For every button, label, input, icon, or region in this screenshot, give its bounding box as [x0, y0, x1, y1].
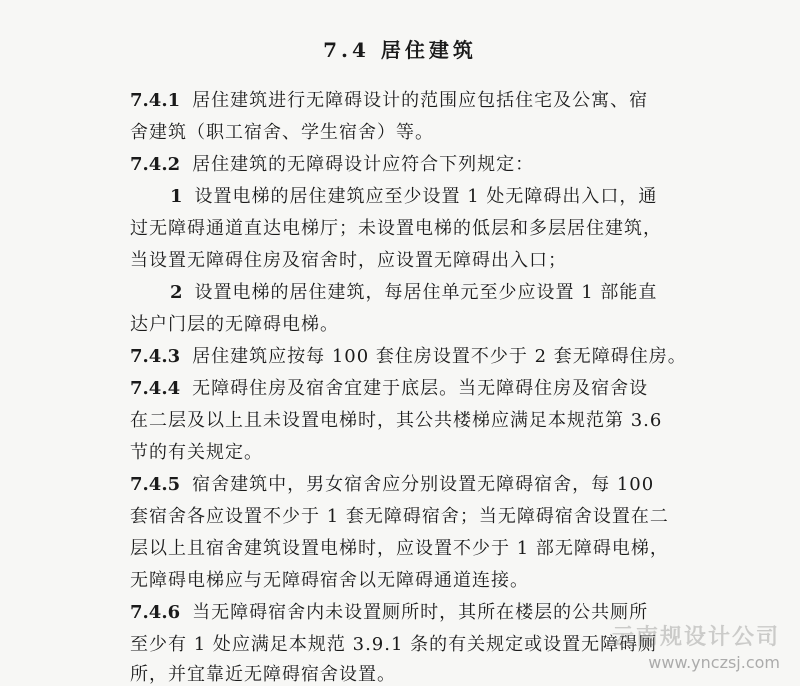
clause-number: 7.4.3 — [130, 346, 181, 367]
clause-7-4-5-line-1 — [130, 470, 654, 496]
item-2-line-1 — [170, 278, 657, 304]
clause-text: 无障碍住房及宿舍宜建于底层。当无障碍住房及宿舍设 — [192, 378, 649, 399]
clause-text: 所，并宜靠近无障碍宿舍设置。 — [130, 664, 396, 685]
clause-7-4-1-line-1 — [130, 86, 648, 112]
clause-number: 7.4.2 — [130, 154, 181, 175]
clause-text: 至少有 1 处应满足本规范 3.9.1 条的有关规定或设置无障碍厕 — [130, 634, 658, 655]
item-text: 设置电梯的居住建筑应至少设置 1 处无障碍出入口，通 — [194, 186, 658, 207]
clause-number: 7.4.6 — [130, 602, 181, 623]
clause-text: 居住建筑进行无障碍设计的范围应包括住宅及公寓、宿 — [192, 90, 649, 111]
section-title: 7.4 居住建筑 — [323, 38, 477, 62]
item-1-line-1 — [170, 182, 657, 208]
clause-text: 当无障碍宿舍内未设置厕所时，其所在楼层的公共厕所 — [192, 602, 649, 623]
item-text: 达户门层的无障碍电梯。 — [130, 314, 339, 335]
clause-text: 在二层及以上且未设置电梯时，其公共楼梯应满足本规范第 3.6 — [130, 410, 663, 431]
clause-text: 节的有关规定。 — [130, 442, 263, 463]
item-number: 2 — [170, 282, 183, 303]
clause-number: 7.4.5 — [130, 474, 181, 495]
clause-text: 居住建筑的无障碍设计应符合下列规定： — [192, 154, 535, 175]
watermark-url: www.ynczsj.com — [648, 653, 780, 672]
clause-7-4-6-line-1 — [130, 598, 648, 624]
clause-text: 套宿舍各应设置不少于 1 套无障碍宿舍；当无障碍宿舍设置在二 — [130, 506, 669, 527]
clause-number: 7.4.4 — [130, 378, 181, 399]
item-text: 过无障碍通道直达电梯厅；未设置电梯的低层和多层居住建筑， — [130, 218, 662, 239]
clause-7-4-2-line-1 — [130, 150, 534, 176]
item-text: 当设置无障碍住房及宿舍时，应设置无障碍出入口； — [130, 250, 567, 271]
watermark — [612, 620, 780, 672]
clause-text: 宿舍建筑中，男女宿舍应分别设置无障碍宿舍，每 100 — [192, 474, 655, 495]
item-number: 1 — [170, 186, 183, 207]
clause-text: 居住建筑应按每 100 套住房设置不少于 2 套无障碍住房。 — [192, 346, 687, 367]
clause-text: 舍建筑（职工宿舍、学生宿舍）等。 — [130, 122, 434, 143]
clause-7-4-3-line-1 — [130, 342, 687, 368]
watermark-company: 云南规设计公司 — [611, 625, 780, 650]
item-text: 设置电梯的居住建筑，每居住单元至少应设置 1 部能直 — [194, 282, 658, 303]
clause-text: 无障碍电梯应与无障碍宿舍以无障碍通道连接。 — [130, 570, 529, 591]
clause-text: 层以上且宿舍建筑设置电梯时，应设置不少于 1 部无障碍电梯， — [130, 538, 669, 559]
clause-7-4-4-line-1 — [130, 374, 648, 400]
clause-number: 7.4.1 — [130, 90, 181, 111]
